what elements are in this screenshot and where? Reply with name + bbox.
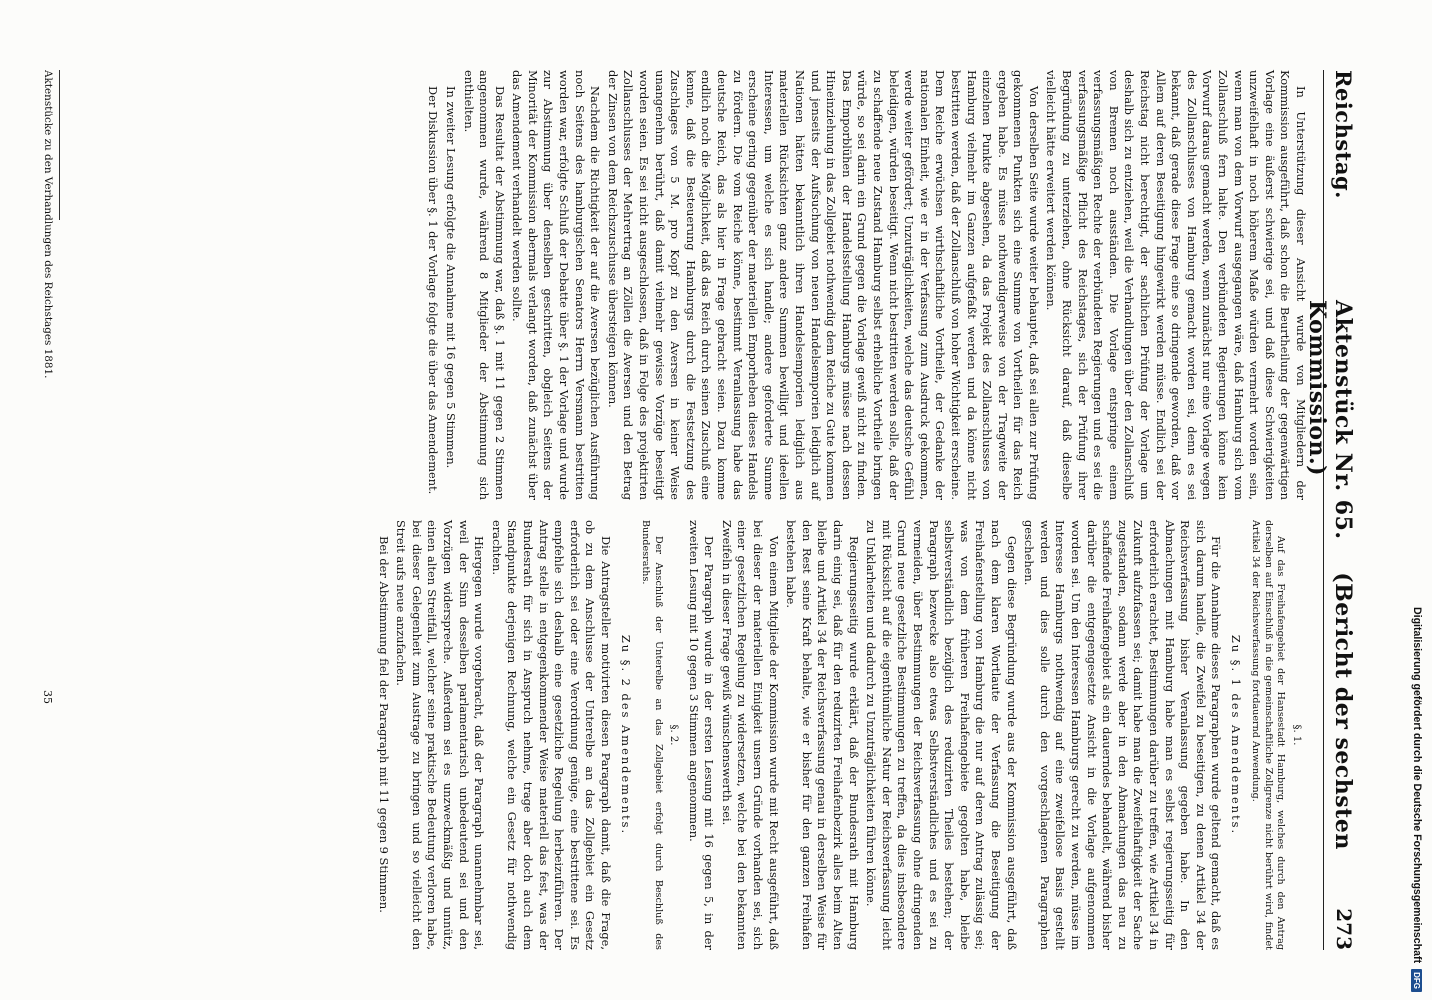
left-paragraph: In zweiter Lesung erfolgte die Annahme mit 16 gegen 5 Stimmen.: [443, 86, 458, 469]
bottom-page-number: 35: [41, 690, 54, 704]
left-paragraph: Das Resultat der Abstimmung war, daß §. 1 mit 11 gegen 2 Stimmen angenommen wurde, während 8 Mitglieder der Abstimmung sich enthielten.: [461, 70, 507, 500]
section-2-text: Der Anschluß der Unterelbe an das Zollgebiet erfolgt durch Beschluß des Bundesraths.: [640, 520, 664, 950]
left-paragraph: Der Diskussion über §. 1 der Vorlage folgte die über das Amendement.: [426, 86, 441, 495]
right-paragraph: Von einem Mitgliede der Kommission wurde mit Recht ausgeführt, daß bei dieser der materiellen Einigkeit unsern Gründe vorhanden sei, sich einer gesetzlichen Regelung zu widersetzen, welche bei den bekannten Zweifeln in dieser Frage gewiß wünschenswerth sei.: [719, 520, 781, 950]
left-paragraph: Von derselben Seite wurde weiter behauptet, daß sei allen zur Prüfung gekommenen Punkten sich eine Summe von Vortheilen für das Reich ergeben habe. Es müsse nothwendigerweise von der Tragweite der einzelnen Punkte abgesehen, da das Projekt des Zollanschlusses von Hamburg vielmehr im Ganzen aufgefaßt werden und da könne nicht bestritten werden, daß der Zollanschluß von hoher Wichtigkeit erscheine. Dem Reiche erwüchsen wirthschaftliche Vortheile, der Gedanke der nationalen Einheit, wie er in der Verfassung zum Ausdruck gekommen, werde weiter gefördert; Unzuträglichkeiten, welche das deutsche Gefühl beleidigen, würden beseitigt. Wenn nicht bestritten werden solle, daß der zu schaffende neue Zustand Hamburg selbst erhebliche Vortheile bringen würde, so sei darin ein Grund gegen die Vorlage gewiß nicht zu finden. Das Emporblühen der Handelsstellung Hamburgs müsse nach dessen Hineinziehung in das Zollgebiet nothwendig dem Reiche zu Gute kommen und jenseits der Aufsuchung von neuen Handelsemporien lediglich auf Nationen hätten bekanntlich ihren Handelsemporien lediglich aus materiellen Rücksichten ganz andere Summen bewilligt und ideellen Interessen, um welche es sich handle; andere geforderte Summe erscheine gering gegenüber der materiellen Emporheben dieses Handels zu fördern. Die vom Reiche könne, bestimmt Veranlassung habe das deutsche Reich, das als hier in Frage gebracht seien. Dazu komme endlich noch die Möglichkeit, daß das Reich durch seinen Zuschuß eine kenne, daß die Besteuerung Hamburgs durch die Festsetzung des Zuschlages von 5 M. pro Kopf zu den Aversen in keiner Weise unangenehm berührt, daß damit vielmehr gewisse Vorzüge beseitigt worden seien. Es sei nicht ausgeschlossen, daß in Folge des projektirten Zollanschlusses der Mehrertrag an Zöllen die Aversen und den Betrag der Zinsen von dem Reichszuschusse übersteigen können.: [605, 70, 1041, 500]
right-paragraph: Die Antragsteller motivirten diesen Paragraph damit, daß die Frage, ob zu dem Anschlusse der Unterelbe an das Zollgebiet ein Gesetz erforderlich sei oder eine Verordnung genüge, eine bestrittene sei. Es empfehle sich deshalb eine gesetzliche Regelung herbeizuführen. Der Antrag stelle in entgegenkommender Weise materiell das fest, was der Bundesrath für sich in Anspruch nehme, trage aber doch auch dem Standpunkte derjenigen Rechnung, welche ein Gesetz für nothwendig erachten.: [489, 520, 613, 950]
left-paragraph: In Unterstützung dieser Ansicht wurde von Mitgliedern der Kommission ausgeführt, daß schon die Beurtheilung der gegenwärtigen Vorlage eine äußerst schwierige sei, und daß diese Schwierigkeiten unzweifelhaft in noch höherem Maße würden vermehrt worden sein, wenn man von dem Vorwurf ausgegangen wäre, daß Hamburg sich vom Zollanschluß fern halte. Den verbündeten Regierungen könne kein Vorwurf daraus gemacht werden, wenn zunächst nur eine Vorlage wegen des Zollanschlusses von Hamburg gemacht worden sei, denn es sei bekannt, daß gerade diese Frage eine so dringende geworden, daß vor Allem auf deren Beseitigung hingewirkt werden müsse. Endlich sei der Reichstag nicht berechtigt, der sachlichen Prüfung der Vorlage um deshalb sich zu entziehen, weil die Verhandlungen über den Zollanschluß von Bremen noch ausständen. Die Vorlage entspringe einem verfassungsmäßigen Rechte der verbündeten Regierungen und es sei die verfassungsmäßige Pflicht des Reichstages, sich der Prüfung ihrer Begründung zu unterziehen, ohne Rücksicht darauf, daß dieselbe vielleicht hätte erweitert werden können.: [1044, 70, 1308, 500]
header-page-number: 273: [1332, 908, 1356, 950]
footnote: Aktenstücke zu den Verhandlungen des Reichstages 1881.: [42, 70, 54, 379]
right-paragraph: Der Paragraph wurde in der ersten Lesung mit 16 gegen 5, in der zweiten Lesung mit 10 gegen 3 Stimmen angenommen.: [686, 520, 717, 950]
right-paragraph: Für die Annahme dieses Paragraphen wurde geltend gemacht, daß es sich darum handle, die Zweifel zu beseitigen, zu denen Artikel 34 der Reichsverfassung bisher Veranlassung gegeben habe. In den Abmachungen mit Hamburg habe man es selbst regierungsseitig für erforderlich erachtet, Bestimmungen darüber zu treffen, wie Artikel 34 in Zukunft aufzufassen sei; damit habe man die Zweifelhaftigkeit der Sache zugestanden, sodann werde aber in den Abmachungen das neu zu schaffende Freihafengebiet als ein dauerndes behandelt, während bisher darüber die entgegengesetzte Ansicht in die Vorlage aufgenommen worden sei. Um den Interessen Hamburgs gerecht zu werden, müsse im Interesse Hamburgs nothwendig auf eine zweifellose Basis gestellt werden und dies solle durch den vorgeschlagenen Paragraphen geschehen.: [1022, 520, 1224, 950]
credit-text: Digitalisierung gefördert durch die Deutsche Forschungsgemeinschaft: [1411, 606, 1423, 964]
right-paragraph: Regierungsseitig wurde erklärt, daß der Bundesrath mit Hamburg darin einig sei, daß für den reduzirten Freihafenbezirk alles beim Alten bleibe und Artikel 34 der Reichsverfassung genau in derselben Weise für den Rest seine Kraft behalte, wie er bisher für den ganzen Freihafen bestehen habe.: [784, 520, 861, 950]
page-header: [1304, 70, 1364, 950]
header-reichstag: Reichstag.: [1331, 70, 1356, 199]
header-report-note: (Bericht der sechsten Kommission.): [1304, 300, 1356, 850]
footnote-rule: [59, 70, 60, 220]
section-1-text: Auf das Freihafengebiet der Hansestadt Hamburg, welches durch den Antrag derselben auf Einschluß in die gemeinschaftliche Zollgrenze nicht berührt wird, findet Artikel 34 der Reichsverfassung fortdauernd Anwendung.: [1250, 520, 1287, 950]
amendment-2-heading: Zu §. 2 des Amendements.: [618, 634, 633, 836]
right-paragraph: Bei der Abstimmung fiel der Paragraph mit 11 gegen 9 Stimmen.: [376, 536, 391, 913]
section-2-heading: §. 2.: [668, 724, 680, 746]
header-aktenstueck-number: Aktenstück Nr. 65.: [1330, 300, 1356, 540]
right-paragraph: Gegen diese Begründung wurde aus der Kommission ausgeführt, daß nach dem klaren Wortlaute der Verfassung die Beseitigung der Freihafenstellung von Hamburg die nur auf deren Antrag zulässig sei; was von dem früheren Freihafengebiete gegolten habe, bleibe selbstverständlich bezüglich des reduzirten Theiles bestehen; der Paragraph bezwecke also etwas Selbstverständliches und es sei zu vermeiden, über Bestimmungen der Reichsverfassung ohne dringenden Grund neue gesetzliche Bestimmungen zu treffen, da dies insbesondere mit Rücksicht auf die eigenthümliche Natur der Reichsverfassung leicht zu Unklarheiten und dadurch zu Unzuträglichkeiten führen könne.: [864, 520, 1019, 950]
amendment-1-heading: Zu §. 1 des Amendements.: [1228, 634, 1243, 836]
right-paragraph: Hiergegen wurde vorgebracht, daß der Paragraph unannehmbar sei, weil der Sinn desselben parlamentarisch unbedeutend sei und den Vorzügen widerspreche. Außerdem sei es unzweckmäßig und unnütz, einen alten Streitfall, welcher seine praktische Bedeutung verloren habe, bei dieser Gelegenheit zum Austrage zu bringen und so vielleicht den Streit aufs neue anzufachen.: [394, 520, 487, 950]
left-paragraph: Nachdem die Richtigkeit der auf die Aversen bezüglichen Ausführung noch Seitens des hamburgischen Senators Herrn Versmann bestritten worden war, erfolgte Schluß der Debatte über §. 1 der Vorlage und wurde zur Abstimmung über denselben geschritten, obgleich Seitens der Minorität der Kommission abermals verlangt worden, daß zunächst über das Amendement verhandelt werden sollte.: [510, 70, 603, 500]
digitization-credit: [1406, 0, 1428, 1000]
header-aktenstueck: [1304, 300, 1356, 950]
right-column: [373, 520, 1308, 950]
section-1-heading: §. 1.: [1291, 724, 1302, 746]
left-column: [423, 70, 1308, 500]
dfg-logo-icon: DFG: [1412, 969, 1423, 992]
